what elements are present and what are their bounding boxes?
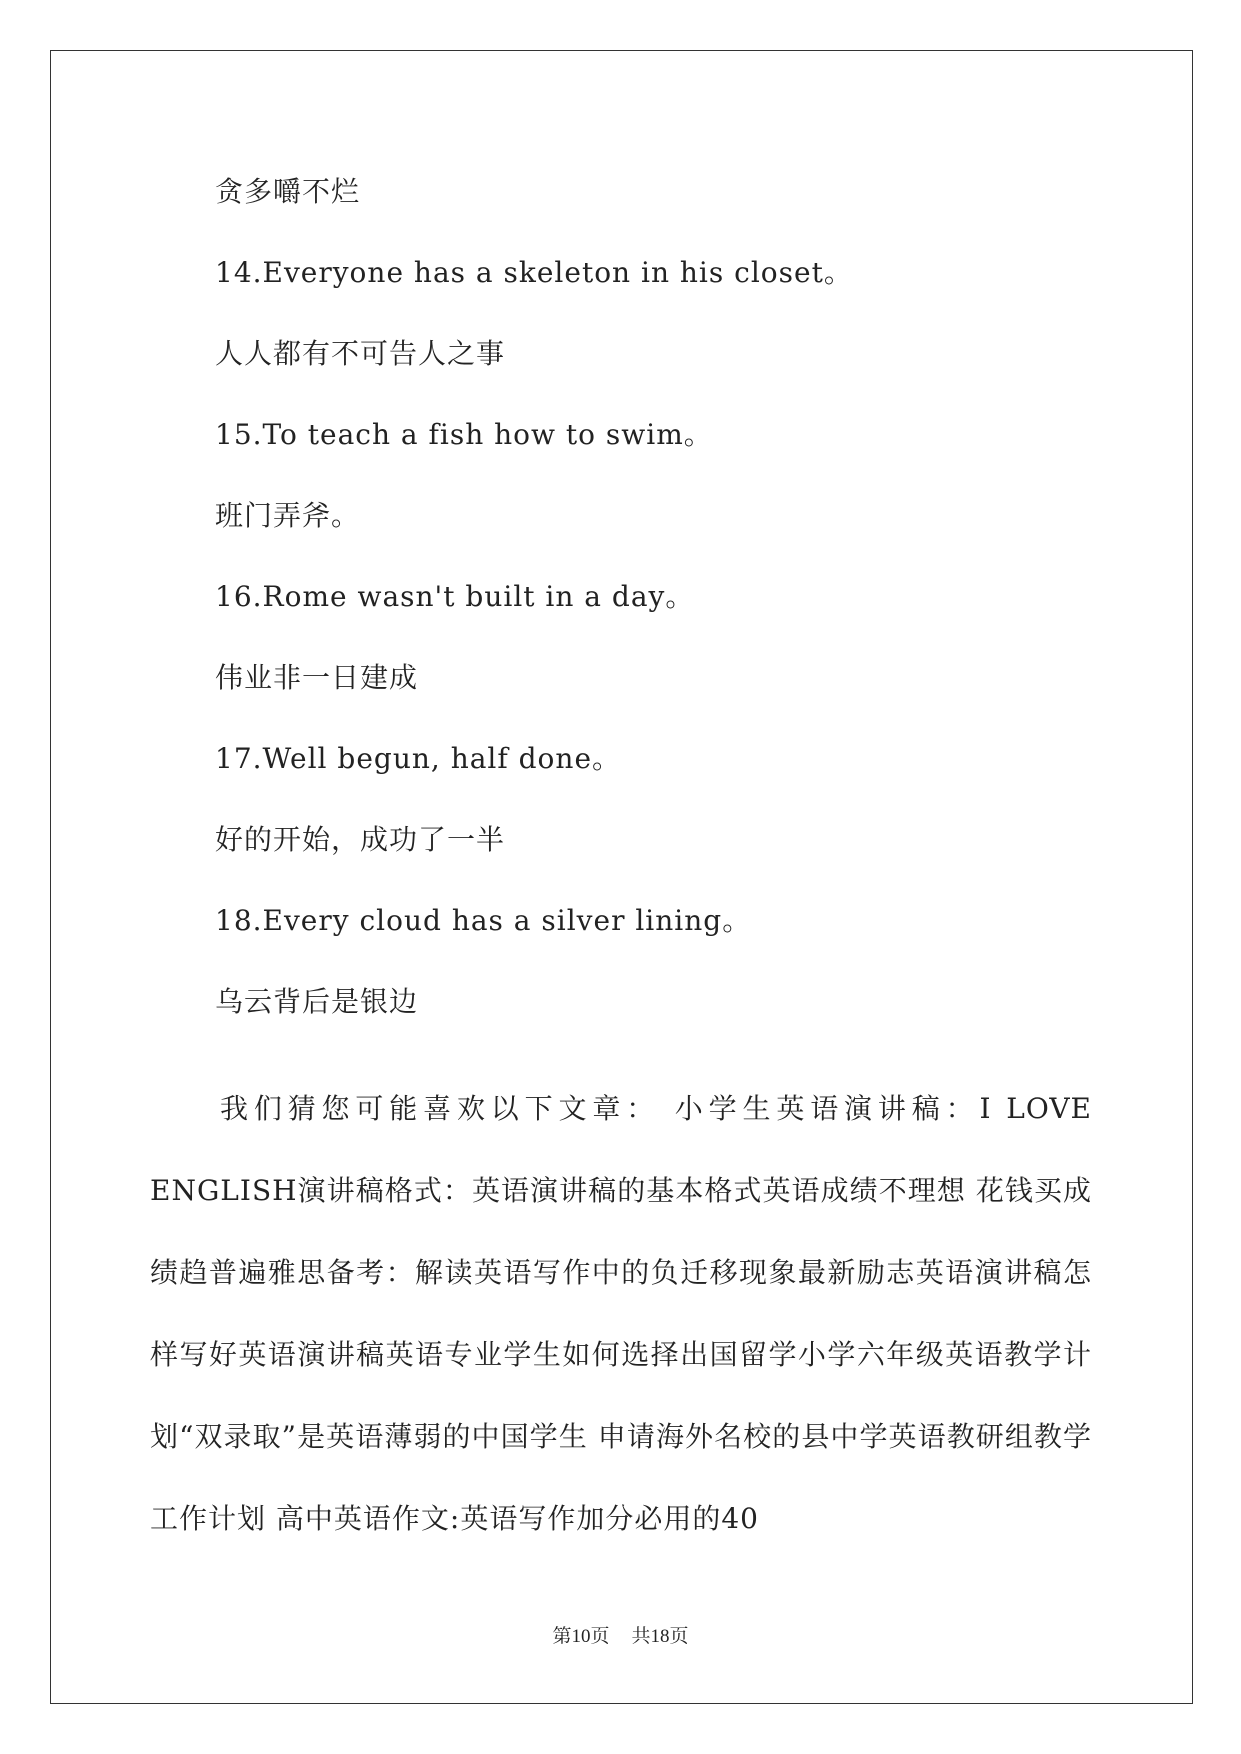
proverb-translation-16: 伟业非一日建成 — [215, 661, 419, 694]
proverb-17: 17.Well begun, half done。 — [215, 742, 622, 775]
page-total: 共18页 — [631, 1626, 689, 1647]
proverb-14: 14.Everyone has a skeleton in his closet。 — [215, 256, 853, 289]
proverb-16: 16.Rome wasn't built in a day。 — [215, 580, 695, 613]
proverb-18: 18.Every cloud has a silver lining。 — [215, 904, 752, 937]
proverb-translation-14: 人人都有不可告人之事 — [215, 337, 506, 370]
page-number: 第10页 — [552, 1626, 610, 1647]
page-footer — [0, 1625, 1241, 1649]
related-articles-paragraph: 我们猜您可能喜欢以下文章： 小学生英语演讲稿：I LOVE ENGLISH演讲稿格式：英语演讲稿的基本格式英语成绩不理想 花钱买成绩趋普遍雅思备考：解读英语写作中的负迁移现象最新励志英语演讲稿怎样写好英语演讲稿英语专业学生如何选择出国留学小学六年级英语教学计划“双录取”是英语薄弱的中国学生 申请海外名校的县中学英语教研组教学工作计划 高中英语作文:英语写作加分必用的40 — [150, 1092, 1092, 1535]
proverb-translation-18: 乌云背后是银边 — [215, 985, 419, 1018]
proverb-translation-17: 好的开始，成功了一半 — [215, 823, 506, 856]
proverb-15: 15.To teach a fish how to swim。 — [215, 418, 713, 451]
proverb-translation-13: 贪多嚼不烂 — [215, 175, 361, 208]
proverb-translation-15: 班门弄斧。 — [215, 499, 361, 532]
